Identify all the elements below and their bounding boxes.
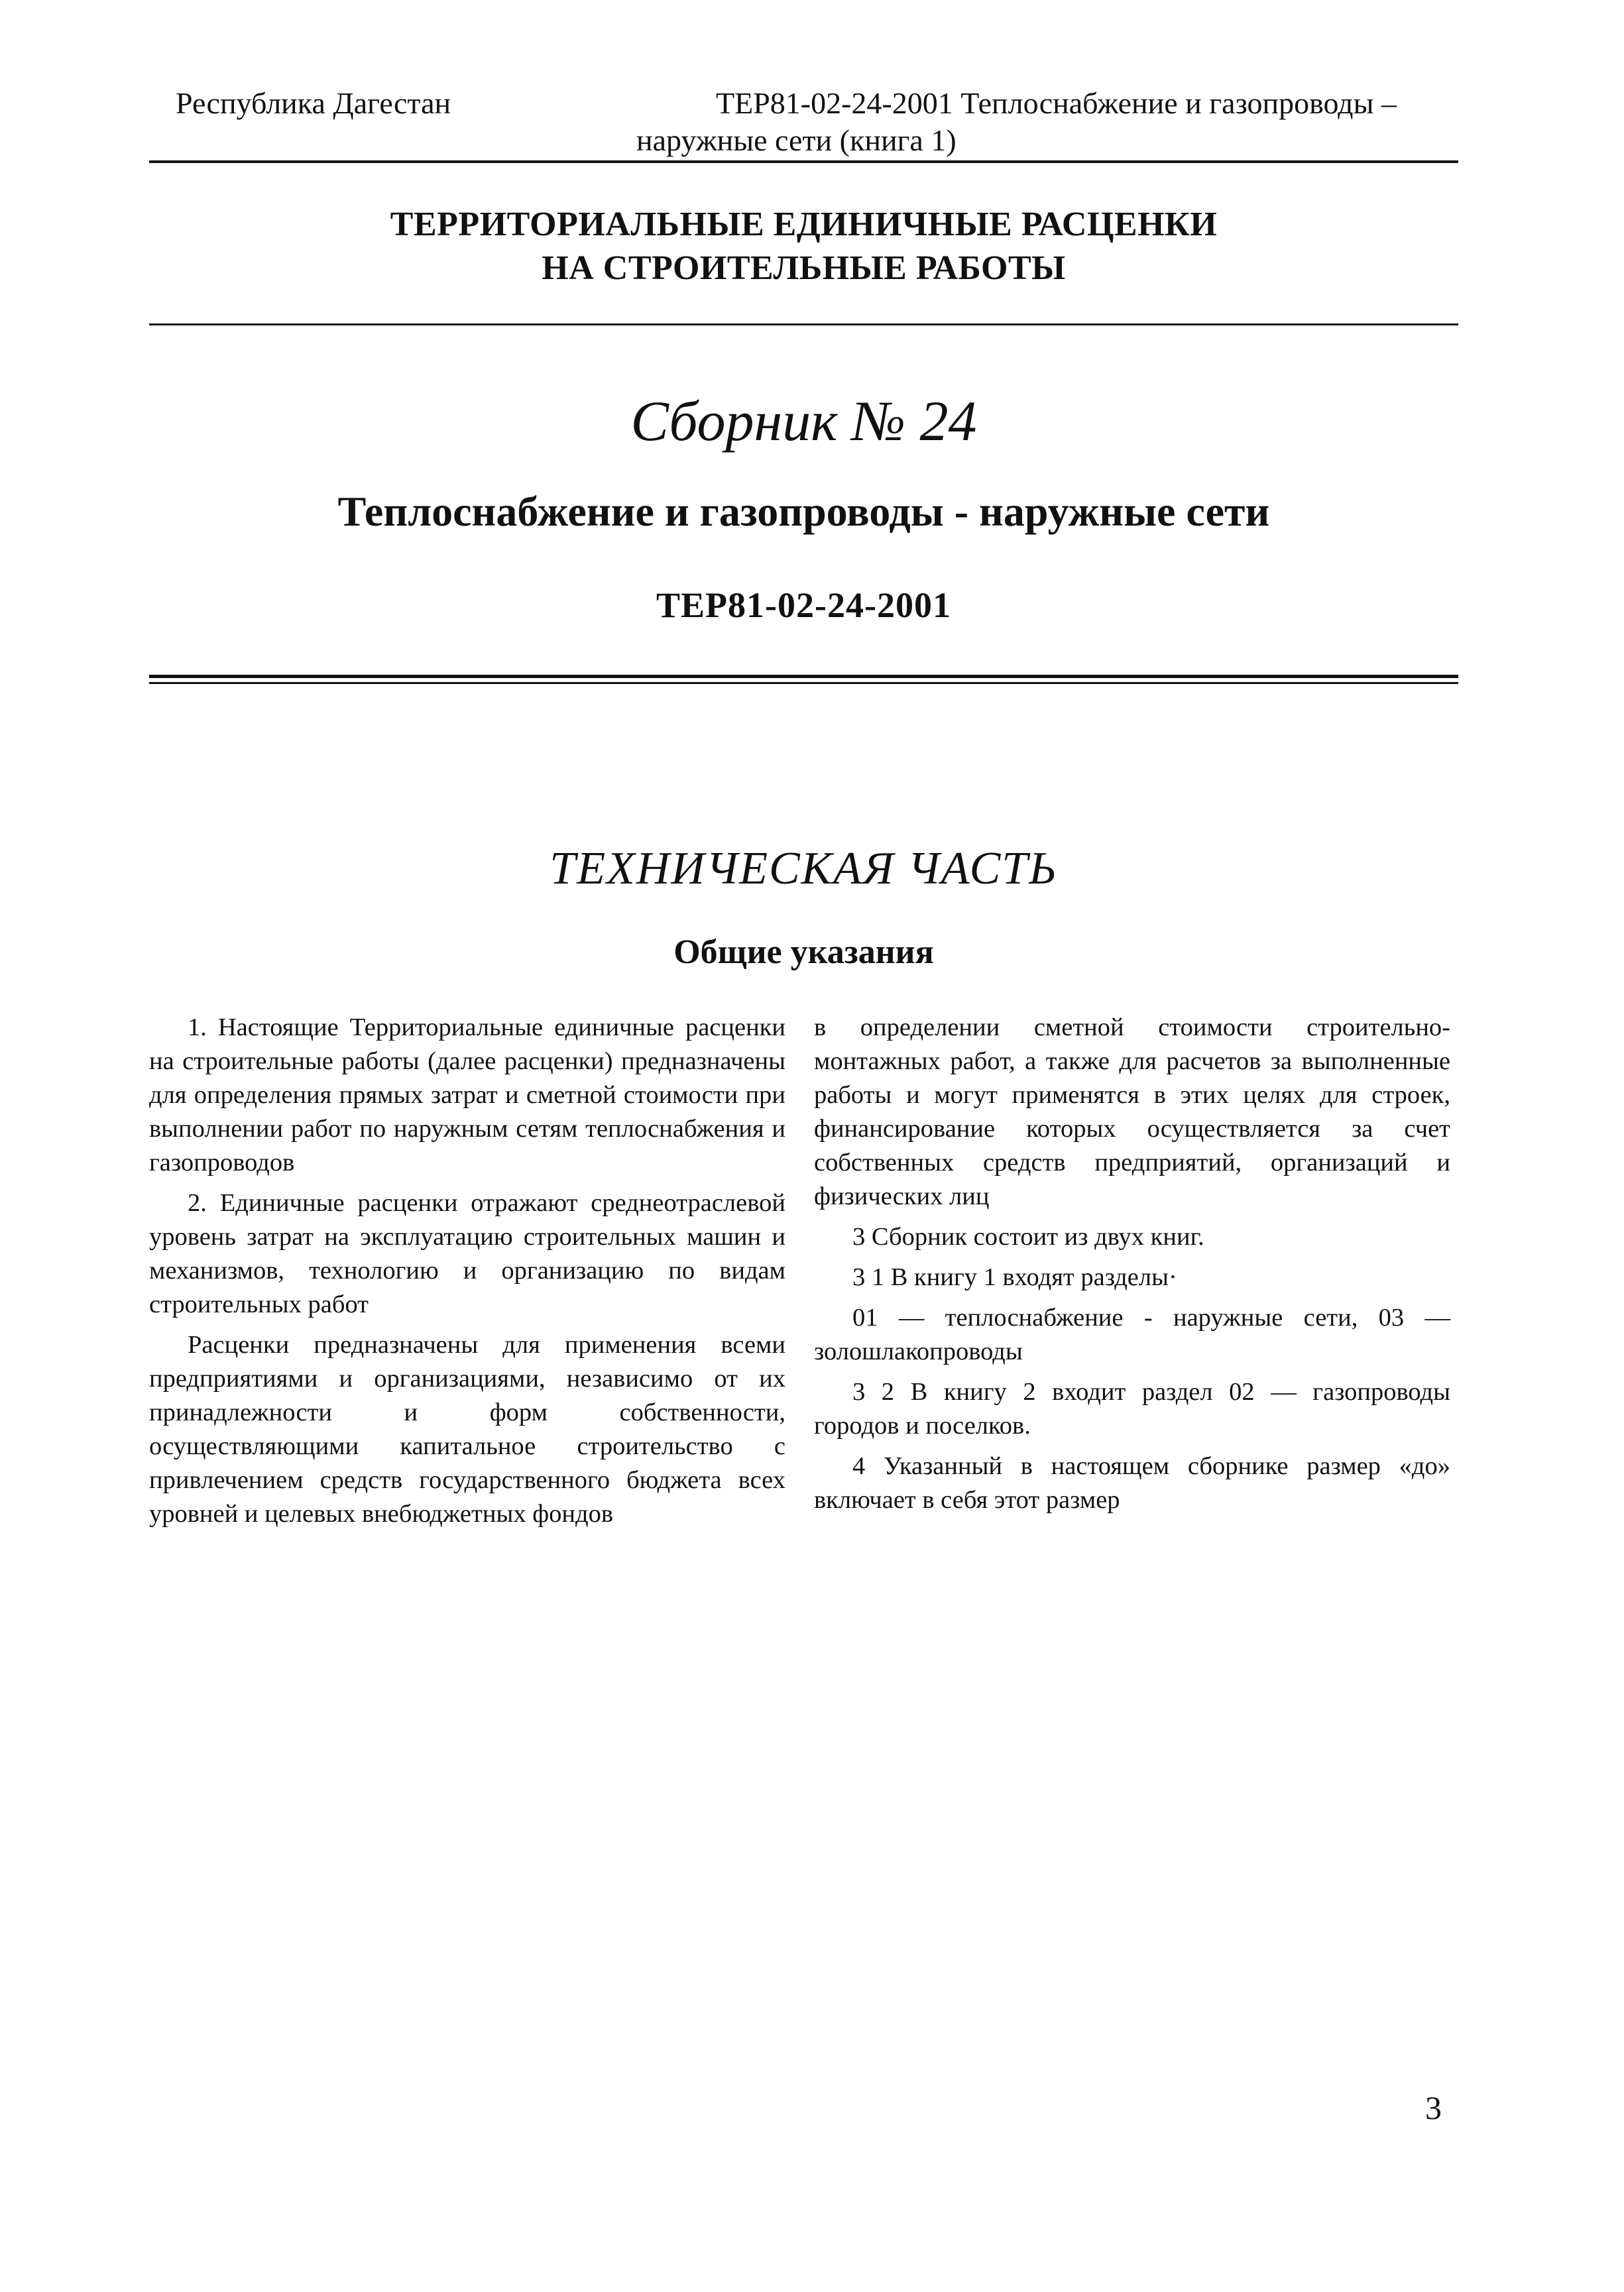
paragraph-3: 3 Сборник состоит из двух книг. xyxy=(852,1223,1204,1251)
right-text-column xyxy=(814,1011,1450,1524)
document-title-line-1: ТЕРРИТОРИАЛЬНЫЕ ЕДИНИЧНЫЕ РАСЦЕНКИ xyxy=(390,205,1218,243)
paragraph-continuation: в определении сметной стоимости строительно-монтажных работ, а также для расчетов за выполненные работы и могут применятся в этих целях для строек, финансирование которых осуществляется за счет собственных средств предприятий, организаций и физических лиц xyxy=(814,1013,1450,1210)
page-number: 3 xyxy=(1425,2089,1442,2126)
collection-number: Сборник № 24 xyxy=(630,389,977,453)
header-doc-line-2: наружные сети (книга 1) xyxy=(636,123,957,157)
paragraph-2: 2. Единичные расценки отражают среднеотраслевой уровень затрат на эксплуатацию строительных машин и механизмов, технологию и организацию по видам строительных работ xyxy=(149,1189,785,1318)
header-divider xyxy=(149,160,1458,163)
paragraph-3-2: 3 2 В книгу 2 входит раздел 02 — газопроводы городов и поселков. xyxy=(814,1378,1450,1440)
document-title xyxy=(149,203,1458,290)
paragraph-3-1-list: 01 — теплоснабжение - наружные сети, 03 — золошлакопроводы xyxy=(814,1304,1450,1365)
collection-name: Теплоснабжение и газопроводы - наружные сети xyxy=(337,488,1270,535)
collection-divider-thick xyxy=(149,675,1458,678)
header-region: Республика Дагестан xyxy=(176,86,451,120)
header-document-reference xyxy=(636,85,1458,159)
document-title-line-2: НА СТРОИТЕЛЬНЫЕ РАБОТЫ xyxy=(542,249,1066,287)
header-doc-line-1: ТЕР81-02-24-2001 Теплоснабжение и газопроводы – xyxy=(716,86,1397,120)
section-subtitle: Общие указания xyxy=(673,933,934,971)
collection-divider-thin xyxy=(149,682,1458,684)
title-divider xyxy=(149,323,1458,325)
paragraph-3-1: 3 1 В книгу 1 входят разделы· xyxy=(852,1263,1177,1291)
collection-code: ТЕР81-02-24-2001 xyxy=(656,585,951,625)
paragraph-2-continued: Расценки предназначены для применения всеми предприятиями и организациями, независимо от их принадлежности и форм собственности, осуществляющими капитальное строительство с привлечением средств государственного бюджета всех уровней и целевых внебюджетных фондов xyxy=(149,1331,785,1528)
section-title: ТЕХНИЧЕСКАЯ ЧАСТЬ xyxy=(550,843,1058,894)
paragraph-4: 4 Указанный в настоящем сборнике размер «до» включает в себя этот размер xyxy=(814,1452,1450,1514)
left-text-column xyxy=(149,1011,785,1538)
paragraph-1: 1. Настоящие Территориальные единичные расценки на строительные работы (далее расценки) предназначены для определения прямых затрат и сметной стоимости при выполнении работ по наружным сетям теплоснабжения и газопроводов xyxy=(149,1013,785,1176)
